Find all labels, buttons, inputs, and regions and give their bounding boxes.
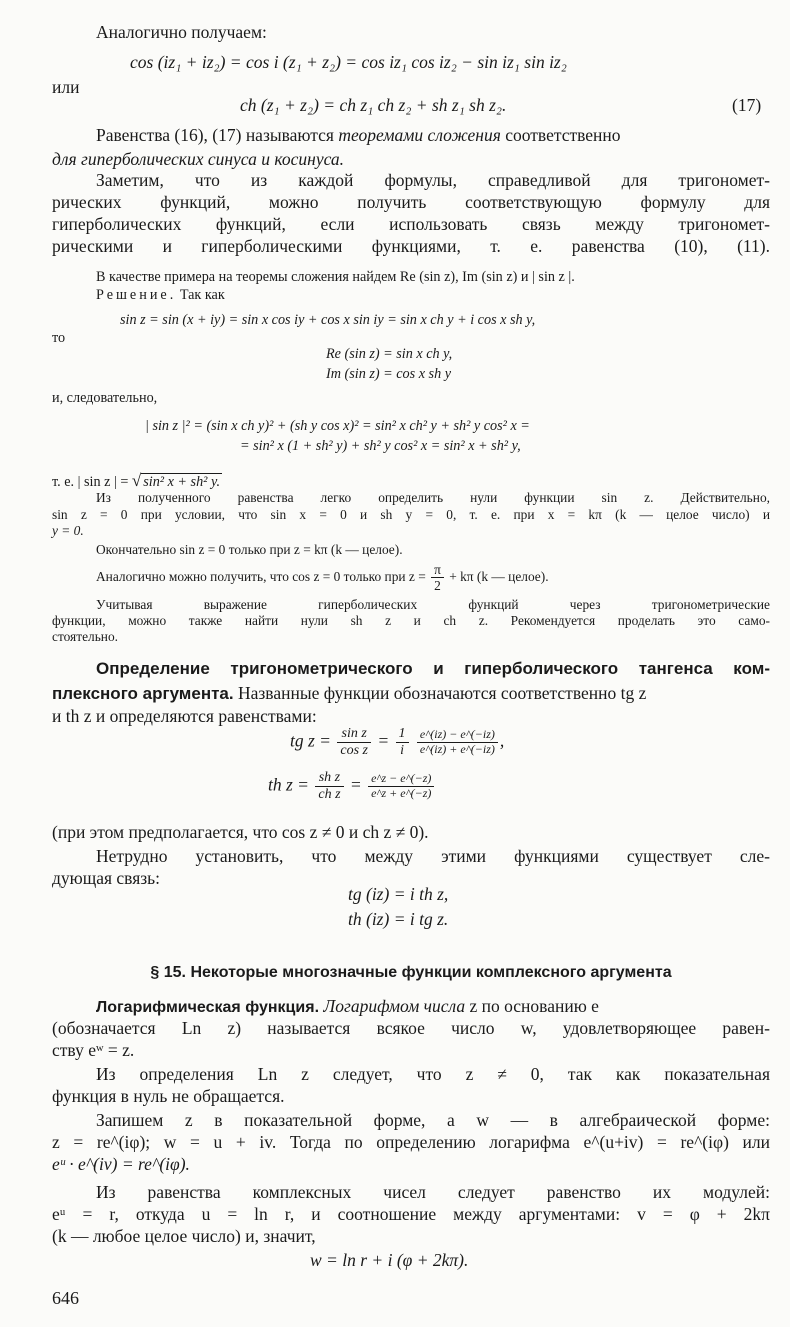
text-line: для гиперболических синуса и косинуса. xyxy=(52,149,345,169)
text-line: то xyxy=(52,330,66,346)
formula-w: w = ln r + i (φ + 2kπ). xyxy=(310,1250,469,1270)
text-line: Учитывая выражение гиперболических функций через тригонометрические xyxy=(96,597,770,612)
formula-cos-sum: cos (iz₁ + iz₂) = cos i (z₁ + z₂) = cos iz₁ cos iz₂ − sin iz₁ sin iz₂ xyxy=(130,52,567,72)
text-line: плексного аргумента. Названные функции обозначаются соответственно tg z xyxy=(52,683,647,703)
text-line: т. е. | sin z | = √ sin² x + sh² y. xyxy=(52,471,221,490)
page-number: 646 xyxy=(52,1288,79,1308)
formula-tg: tg z = $\frac{\text{sin z}}{\text{cos z}}$ = $\frac{1}{i}$ $\frac{e\^{}(iz) - e\^{}(-iz)}{e\^{}(iz) + e\^{}(-iz)}$ , xyxy=(290,726,505,759)
text-line: Запишем z в показательной форме, а w — в алгебраической форме: xyxy=(96,1110,770,1130)
formula-tg-iz: tg (iz) = i th z, xyxy=(348,884,449,904)
text-line: функция в нуль не обращается. xyxy=(52,1086,285,1106)
text-line: функции, можно также найти нули sh z и ch z. Рекомендуется проделать это само- xyxy=(52,613,770,628)
formula-im-sin: Im (sin z) = cos x sh y xyxy=(326,366,452,382)
text-line: гиперболических функций, если использовать связь между тригономет- xyxy=(52,214,770,234)
text-line: eᵘ · e^(iv) = re^(iφ). xyxy=(52,1154,190,1174)
formula-th-iz: th (iz) = i tg z. xyxy=(348,909,449,929)
text-line: eᵘ = r, откуда u = ln r, и соотношение между аргументами: v = φ + 2kπ xyxy=(52,1204,770,1224)
text-line: Аналогично можно получить, что cos z = 0 только при z = $\frac{\pi}{2}$ + kπ (k — целое). xyxy=(96,562,549,594)
text-line: Из определения Ln z следует, что z ≠ 0, так как показательная xyxy=(96,1064,770,1084)
text-line: y = 0. xyxy=(52,523,84,538)
text-line: Аналогично получаем: xyxy=(96,22,267,42)
text-line: или xyxy=(52,77,80,97)
text-line: рическими и гиперболическими функциями, т. е. равенства (10), (11). xyxy=(52,236,770,256)
text-line: Нетрудно установить, что между этими функциями существует сле- xyxy=(96,846,770,866)
text-line: (при этом предполагается, что cos z ≠ 0 и ch z ≠ 0). xyxy=(52,822,429,842)
text-line: В качестве примера на теоремы сложения найдем Re (sin z), Im (sin z) и | sin z |. xyxy=(96,269,575,285)
text-line: рических функций, можно получить соответствующую формулу для xyxy=(52,192,770,212)
text-line: Заметим, что из каждой формулы, справедливой для тригономет- xyxy=(96,170,770,190)
formula-sin-expansion: sin z = sin (x + iy) = sin x cos iy + cos x sin iy = sin x ch y + i cos x sh y, xyxy=(120,312,536,328)
text-line: и th z и определяются равенствами: xyxy=(52,706,317,726)
text-line: z = re^(iφ); w = u + iv. Тогда по определению логарифма e^(u+iv) = re^(iφ) или xyxy=(52,1132,770,1152)
text-line: Решение. Так как xyxy=(96,287,225,303)
text-line: ству eʷ = z. xyxy=(52,1040,135,1060)
text-line: Из равенства комплексных чисел следует равенство их модулей: xyxy=(96,1182,770,1202)
formula-th: th z = $\frac{\text{sh z}}{\text{ch z}}$ = $\frac{e\^{}z - e\^{}(-z)}{e\^{}z + e\^{}(-z)}$ xyxy=(268,770,436,803)
text-line: Окончательно sin z = 0 только при z = kπ (k — целое). xyxy=(96,542,403,557)
formula-modulus-2: = sin² x (1 + sh² y) + sh² y cos² x = sin² x + sh² y, xyxy=(240,438,521,454)
formula-re-sin: Re (sin z) = sin x ch y, xyxy=(326,346,453,362)
text-line: дующая связь: xyxy=(52,868,160,888)
text-line: стоятельно. xyxy=(52,629,119,644)
text-line: sin z = 0 при условии, что sin x = 0 и sh y = 0, т. е. при x = kπ (k — целое число) и xyxy=(52,507,770,522)
equation-number: (17) xyxy=(732,95,762,115)
text-line: Равенства (16), (17) называются теоремами сложения соответственно xyxy=(96,125,621,145)
text-line: Из полученного равенства легко определить нули функции sin z. Действительно, xyxy=(96,490,770,505)
text-line: и, следовательно, xyxy=(52,390,158,406)
section-subheading: Определение тригонометрического и гиперболического тангенса ком- xyxy=(96,659,770,678)
text-line: Логарифмическая функция. Логарифмом числа z по основанию e xyxy=(96,996,599,1016)
formula-17: ch (z₁ + z₂) = ch z₁ ch z₂ + sh z₁ sh z₂. xyxy=(240,95,507,115)
text-line: (обозначается Ln z) называется всякое число w, удовлетворяющее равен- xyxy=(52,1018,770,1038)
text-line: (k — любое целое число) и, значит, xyxy=(52,1226,316,1246)
formula-modulus-1: | sin z |² = (sin x ch y)² + (sh y cos x)² = sin² x ch² y + sh² y cos² x = xyxy=(145,418,530,434)
section-heading: § 15. Некоторые многозначные функции комплексного аргумента xyxy=(150,964,672,981)
